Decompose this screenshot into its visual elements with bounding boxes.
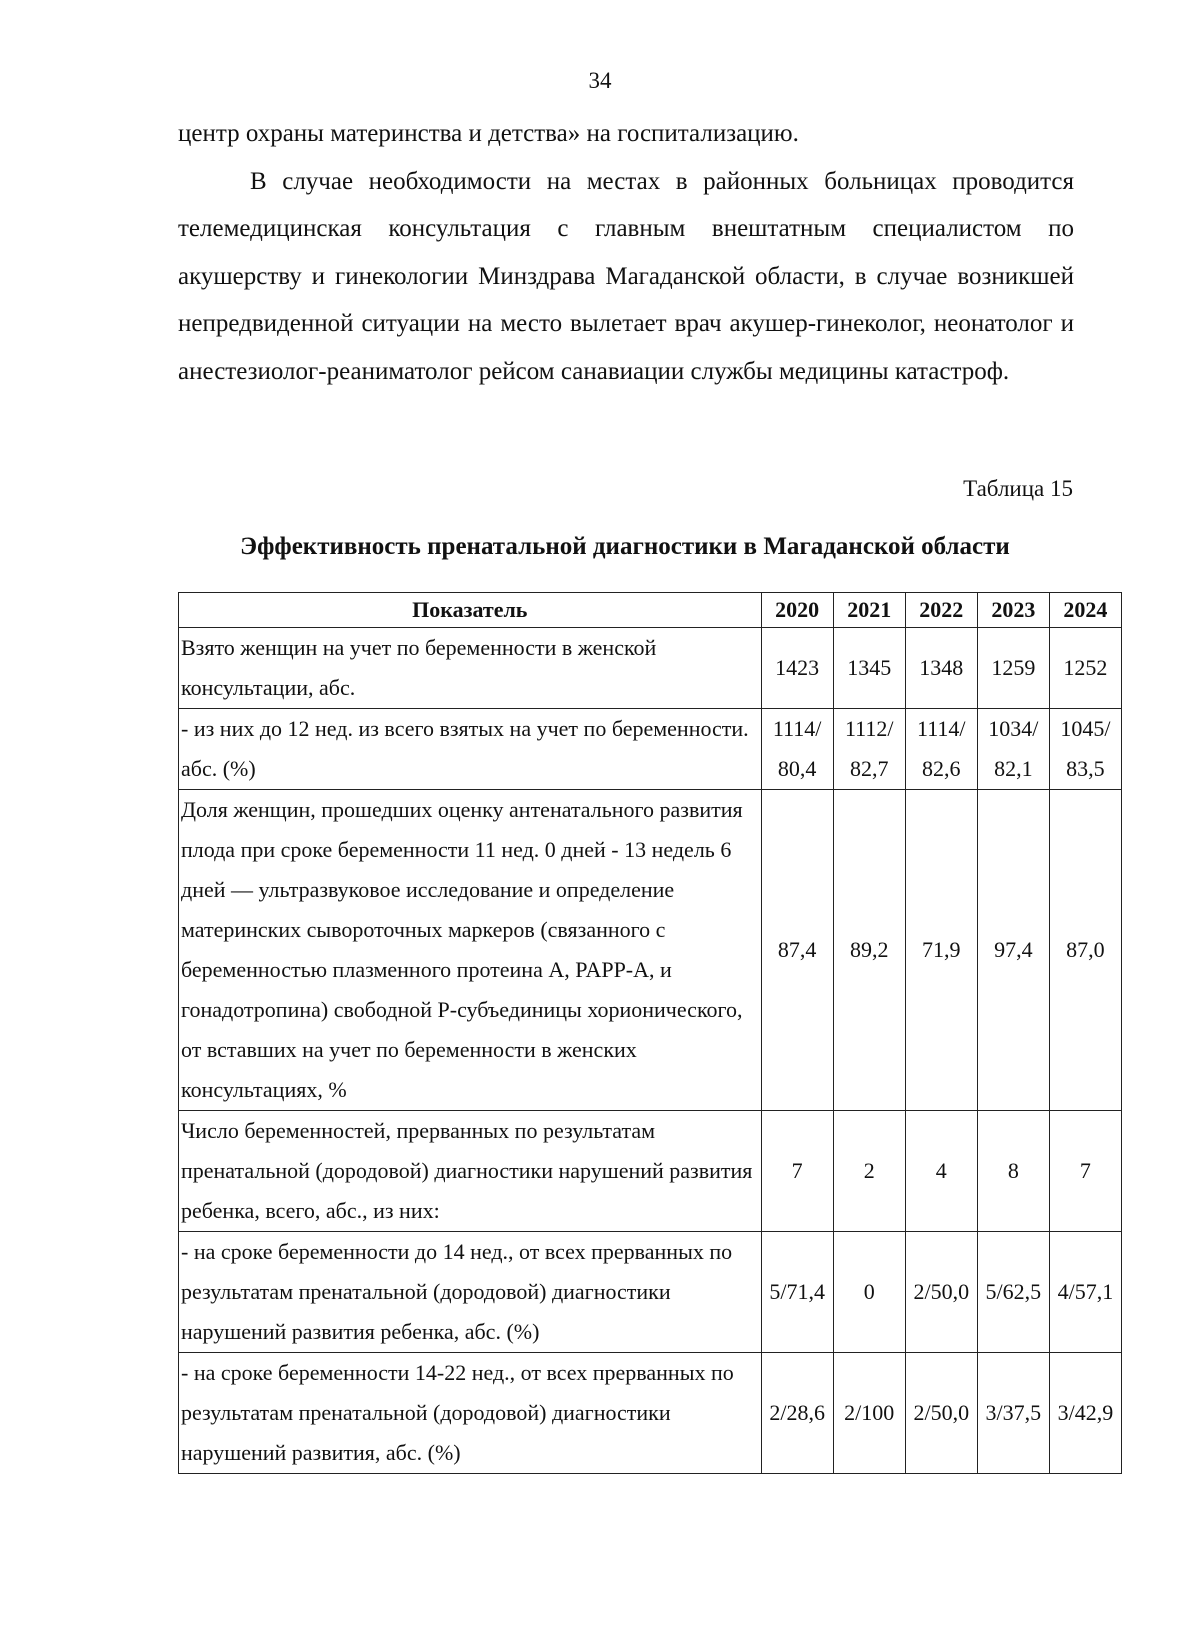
row-value: 1114/ 82,6 bbox=[905, 709, 977, 790]
row-value: 0 bbox=[833, 1232, 905, 1353]
header-year-2021: 2021 bbox=[833, 593, 905, 628]
header-year-2023: 2023 bbox=[977, 593, 1049, 628]
row-value: 97,4 bbox=[977, 790, 1049, 1111]
row-value: 89,2 bbox=[833, 790, 905, 1111]
row-value: 5/62,5 bbox=[977, 1232, 1049, 1353]
row-value: 4/57,1 bbox=[1049, 1232, 1121, 1353]
header-indicator: Показатель bbox=[179, 593, 762, 628]
row-value: 87,4 bbox=[761, 790, 833, 1111]
row-value: 1112/ 82,7 bbox=[833, 709, 905, 790]
row-value: 3/37,5 bbox=[977, 1353, 1049, 1474]
row-value: 7 bbox=[761, 1111, 833, 1232]
row-value: 2/50,0 bbox=[905, 1353, 977, 1474]
row-value: 4 bbox=[905, 1111, 977, 1232]
row-value: 5/71,4 bbox=[761, 1232, 833, 1353]
row-value: 1259 bbox=[977, 628, 1049, 709]
row-value: 8 bbox=[977, 1111, 1049, 1232]
row-value: 2 bbox=[833, 1111, 905, 1232]
row-value: 2/28,6 bbox=[761, 1353, 833, 1474]
row-value: 1252 bbox=[1049, 628, 1121, 709]
row-value: 2/100 bbox=[833, 1353, 905, 1474]
table-row bbox=[179, 1353, 1122, 1474]
row-label: Доля женщин, прошедших оценку антенатального развития плода при сроке беременности 11 нед. 0 дней - 13 недель 6 дней — ультразвуковое исследование и определение материнских сывороточных маркеров (связанного с беременностью плазменного протеина А, PAPP-A, и гонадотропина) свободной Р-субъединицы хорионического, от вставших на учет по беременности в женских консультациях, % bbox=[179, 790, 762, 1111]
row-label: Взято женщин на учет по беременности в женской консультации, абс. bbox=[179, 628, 762, 709]
header-year-2024: 2024 bbox=[1049, 593, 1121, 628]
table-header-row bbox=[179, 593, 1122, 628]
row-label: Число беременностей, прерванных по результатам пренатальной (дородовой) диагностики нарушений развития ребенка, всего, абс., из них: bbox=[179, 1111, 762, 1232]
row-label: - из них до 12 нед. из всего взятых на учет по беременности. абс. (%) bbox=[179, 709, 762, 790]
row-label: - на сроке беременности 14-22 нед., от всех прерванных по результатам пренатальной (дородовой) диагностики нарушений развития, абс. (%) bbox=[179, 1353, 762, 1474]
table-row bbox=[179, 790, 1122, 1111]
header-year-2020: 2020 bbox=[761, 593, 833, 628]
table-title: Эффективность пренатальной диагностики в Магаданской области bbox=[240, 533, 1010, 560]
page-number: 34 bbox=[588, 68, 612, 93]
body-text bbox=[178, 110, 1074, 395]
table-row bbox=[179, 1232, 1122, 1353]
row-value: 2/50,0 bbox=[905, 1232, 977, 1353]
row-value: 71,9 bbox=[905, 790, 977, 1111]
row-label: - на сроке беременности до 14 нед., от всех прерванных по результатам пренатальной (дородовой) диагностики нарушений развития ребенка, абс. (%) bbox=[179, 1232, 762, 1353]
paragraph-telemedicine: В случае необходимости на местах в районных больницах проводится телемедицинская консультация с главным внештатным специалистом по акушерству и гинекологии Минздрава Магаданской области, в случае возникшей непредвиденной ситуации на место вылетает врач акушер-гинеколог, неонатолог и анестезиолог-реаниматолог рейсом санавиации службы медицины катастроф. bbox=[178, 167, 1074, 385]
row-value: 1045/ 83,5 bbox=[1049, 709, 1121, 790]
row-value: 1348 bbox=[905, 628, 977, 709]
row-value: 1345 bbox=[833, 628, 905, 709]
table-row bbox=[179, 628, 1122, 709]
row-value: 3/42,9 bbox=[1049, 1353, 1121, 1474]
row-value: 87,0 bbox=[1049, 790, 1121, 1111]
table-row bbox=[179, 1111, 1122, 1232]
paragraph-continuation: центр охраны материнства и детства» на госпитализацию. bbox=[178, 120, 799, 147]
row-value: 1114/ 80,4 bbox=[761, 709, 833, 790]
row-value: 1034/ 82,1 bbox=[977, 709, 1049, 790]
table-row bbox=[179, 709, 1122, 790]
row-value: 1423 bbox=[761, 628, 833, 709]
prenatal-diagnostics-table bbox=[178, 592, 1122, 1474]
header-year-2022: 2022 bbox=[905, 593, 977, 628]
table-caption: Таблица 15 bbox=[963, 476, 1073, 501]
row-value: 7 bbox=[1049, 1111, 1121, 1232]
